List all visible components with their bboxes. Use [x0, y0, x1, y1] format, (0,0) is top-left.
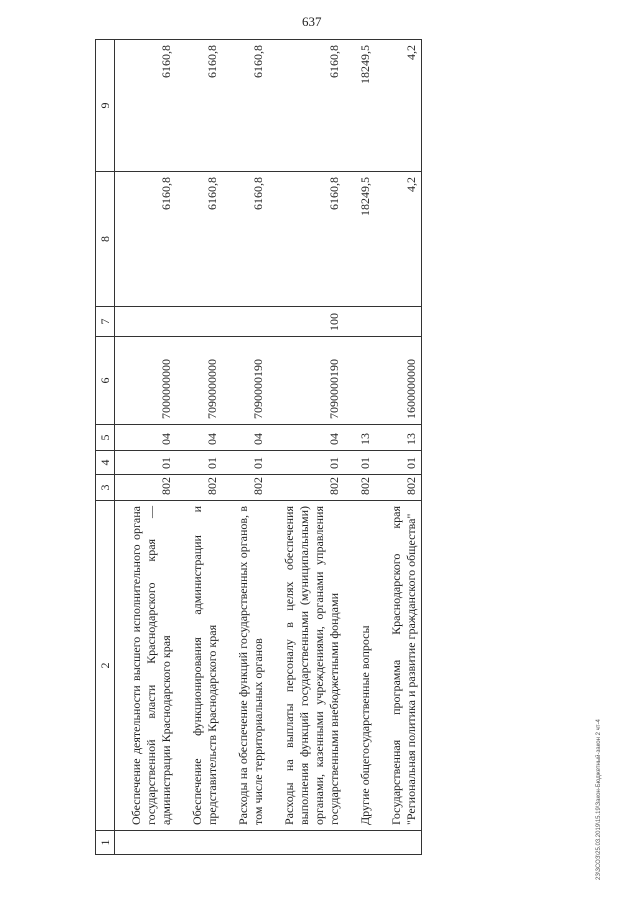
- description-cell: Расходы на выплаты персоналу в целях обеспечения выполнения функций государственными (муниципальными) органами, казенными учреждениями, органами управления государственными внебюджетными фондами: [268, 501, 344, 831]
- amount-cell: 6160,8: [268, 40, 344, 172]
- column-header: 5: [96, 425, 115, 451]
- ministry-code-cell: 802: [375, 475, 422, 501]
- budget-table: [95, 39, 422, 855]
- section-code-cell: 01: [268, 451, 344, 475]
- row-number-cell: [115, 831, 177, 855]
- ministry-code-cell: 802: [268, 475, 344, 501]
- amount-cell: 6160,8: [222, 40, 268, 172]
- section-code-cell: 01: [176, 451, 222, 475]
- description-cell: Другие общегосударственные вопросы: [344, 501, 375, 831]
- table-row: [375, 40, 422, 855]
- amount-cell: 4,2: [375, 40, 422, 172]
- ministry-code-cell: 802: [344, 475, 375, 501]
- subsection-code-cell: 04: [115, 425, 177, 451]
- row-number-cell: [344, 831, 375, 855]
- page-number: 637: [302, 14, 322, 29]
- table-row: [344, 40, 375, 855]
- target-article-cell: [344, 337, 375, 425]
- section-code-cell: 01: [344, 451, 375, 475]
- expense-type-cell: [222, 307, 268, 337]
- section-code-cell: 01: [375, 451, 422, 475]
- description-cell: Обеспечение функционирования администрации и представительств Краснодарского края: [176, 501, 222, 831]
- description-cell: Государственная программа Краснодарского края "Региональная политика и развитие гражданского общества": [375, 501, 422, 831]
- subsection-code-cell: 13: [344, 425, 375, 451]
- row-number-cell: [375, 831, 422, 855]
- expense-type-cell: [115, 307, 177, 337]
- target-article-cell: 7000000000: [115, 337, 177, 425]
- ministry-code-cell: 802: [115, 475, 177, 501]
- row-number-cell: [222, 831, 268, 855]
- subsection-code-cell: 04: [176, 425, 222, 451]
- target-article-cell: 7090000190: [222, 337, 268, 425]
- budget-table-container: [95, 40, 585, 855]
- column-header: 6: [96, 337, 115, 425]
- column-header: 4: [96, 451, 115, 475]
- table-row: [176, 40, 222, 855]
- column-header: 2: [96, 501, 115, 831]
- amount-cell: 18249,5: [344, 40, 375, 172]
- column-header: 7: [96, 307, 115, 337]
- table-row: [222, 40, 268, 855]
- expense-type-cell: [176, 307, 222, 337]
- amount-cell: 6160,8: [268, 172, 344, 307]
- amount-cell: 6160,8: [176, 40, 222, 172]
- row-number-cell: [268, 831, 344, 855]
- table-row: [115, 40, 177, 855]
- row-number-cell: [176, 831, 222, 855]
- table-row: [268, 40, 344, 855]
- amount-cell: 6160,8: [115, 40, 177, 172]
- expense-type-cell: 100: [268, 307, 344, 337]
- amount-cell: 4,2: [375, 172, 422, 307]
- amount-cell: 18249,5: [344, 172, 375, 307]
- column-header: 8: [96, 172, 115, 307]
- document-footer-code: 2З\3СОЗ\25.03.2019\15.19\Закон-Бюджетный-закон 2 чт-4: [596, 719, 602, 880]
- table-header-row: [96, 40, 115, 855]
- amount-cell: 6160,8: [176, 172, 222, 307]
- ministry-code-cell: 802: [176, 475, 222, 501]
- subsection-code-cell: 04: [268, 425, 344, 451]
- expense-type-cell: [344, 307, 375, 337]
- target-article-cell: 7090000190: [268, 337, 344, 425]
- target-article-cell: 7090000000: [176, 337, 222, 425]
- ministry-code-cell: 802: [222, 475, 268, 501]
- description-cell: Обеспечение деятельности высшего исполнительного органа государственной власти Краснодарского края — администрации Краснодарского края: [115, 501, 177, 831]
- description-cell: Расходы на обеспечение функций государственных органов, в том числе территориальных органов: [222, 501, 268, 831]
- amount-cell: 6160,8: [222, 172, 268, 307]
- amount-cell: 6160,8: [115, 172, 177, 307]
- subsection-code-cell: 13: [375, 425, 422, 451]
- expense-type-cell: [375, 307, 422, 337]
- subsection-code-cell: 04: [222, 425, 268, 451]
- column-header: 9: [96, 40, 115, 172]
- column-header: 1: [96, 831, 115, 855]
- section-code-cell: 01: [115, 451, 177, 475]
- column-header: 3: [96, 475, 115, 501]
- section-code-cell: 01: [222, 451, 268, 475]
- target-article-cell: 1600000000: [375, 337, 422, 425]
